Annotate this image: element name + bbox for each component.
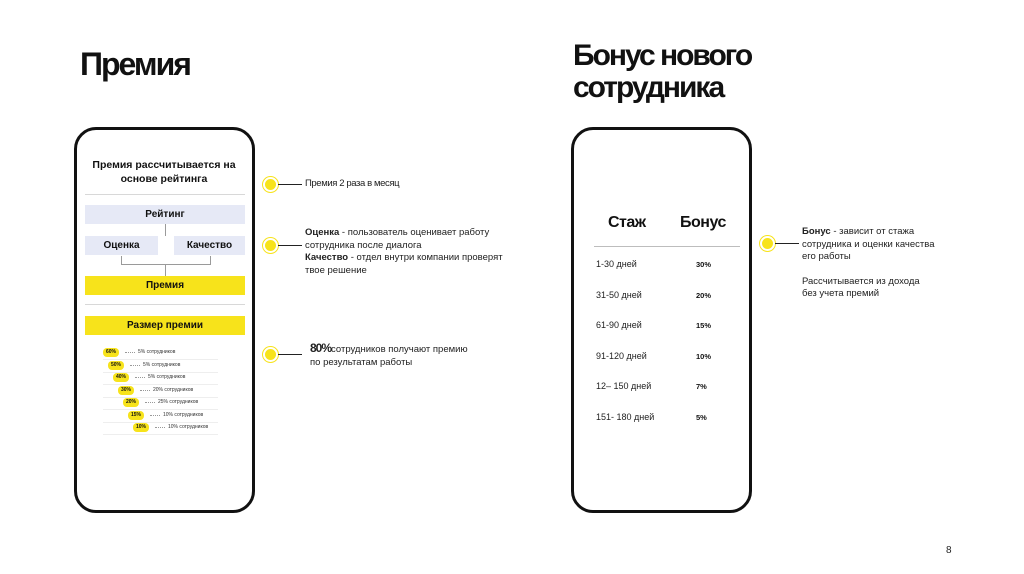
term-ocenka: Оценка	[305, 227, 340, 238]
distribution-label: 25% сотрудников	[158, 399, 199, 405]
divider	[85, 304, 245, 305]
table-cell-stazh: 151- 180 дней	[596, 411, 655, 422]
distribution-row-divider	[103, 434, 218, 435]
connector-line	[278, 354, 302, 355]
connector-line	[775, 243, 799, 244]
distribution-row	[103, 411, 223, 421]
note-frequency: Премия 2 раза в месяц	[305, 178, 400, 189]
term-bonus: Бонус	[802, 226, 831, 237]
connector-line	[278, 184, 302, 185]
term-kachestvo: Качество	[305, 252, 349, 263]
distribution-label: 20% сотрудников	[153, 386, 194, 393]
connector-line	[165, 264, 166, 276]
divider	[85, 194, 245, 195]
distribution-percent-badge: 10%	[133, 423, 149, 432]
table-cell-bonus: 15%	[696, 321, 712, 330]
bullet-dot-icon	[265, 240, 276, 251]
note-bonus-calc: Рассчитывается из дохода без учета премий	[802, 275, 920, 299]
distribution-percent-badge: 30%	[118, 386, 134, 395]
distribution-label: 5% сотрудников	[138, 349, 176, 355]
distribution-row	[103, 361, 223, 371]
percent-highlight: 80%	[310, 341, 332, 355]
note-eighty-percent	[310, 342, 480, 369]
table-cell-stazh: 31-50 дней	[596, 289, 642, 300]
phone-mockup-bonus	[571, 127, 752, 513]
kachestvo-box: Качество	[174, 236, 245, 255]
distribution-row	[103, 423, 223, 433]
note-rating-components	[305, 227, 515, 277]
razmer-box: Размер премии	[85, 316, 245, 335]
distribution-dash	[125, 352, 135, 353]
distribution-percent-badge: 60%	[103, 348, 119, 357]
distribution-row	[103, 386, 223, 396]
distribution-row	[103, 373, 223, 383]
table-cell-stazh: 91-120 дней	[596, 350, 647, 361]
distribution-percent-badge: 50%	[108, 361, 124, 370]
bullet-dot-icon	[762, 238, 773, 249]
connector-bracket	[121, 256, 211, 265]
bullet-dot-icon	[265, 349, 276, 360]
distribution-label: 5% сотрудников	[148, 374, 186, 380]
distribution-dash	[130, 365, 140, 366]
distribution-list	[103, 348, 223, 438]
distribution-dash	[135, 377, 145, 378]
bullet-dot-icon	[265, 179, 276, 190]
distribution-label: 10% сотрудников	[163, 411, 204, 418]
distribution-dash	[150, 415, 160, 416]
premia-box: Премия	[85, 276, 245, 295]
rating-box: Рейтинг	[85, 205, 245, 224]
table-header-stazh: Стаж	[608, 214, 646, 231]
note-bonus	[802, 226, 937, 301]
page-number: 8	[946, 545, 952, 556]
distribution-dash	[140, 390, 150, 391]
section-title-bonus: Бонус нового сотрудника	[573, 39, 752, 104]
distribution-percent-badge: 15%	[128, 411, 144, 420]
table-cell-stazh: 1-30 дней	[596, 259, 637, 269]
table-cell-bonus: 20%	[696, 290, 712, 300]
distribution-dash	[155, 427, 165, 428]
table-cell-bonus: 5%	[696, 412, 707, 422]
table-cell-bonus: 30%	[696, 260, 712, 269]
distribution-dash	[145, 402, 155, 403]
distribution-label: 10% сотрудников	[168, 424, 209, 430]
distribution-percent-badge: 40%	[113, 373, 129, 382]
phone-heading: Премия рассчитывается на основе рейтинга	[92, 159, 236, 185]
table-cell-bonus: 7%	[696, 382, 707, 391]
section-title-premia: Премия	[80, 46, 190, 82]
table-cell-stazh: 12– 150 дней	[596, 381, 652, 391]
distribution-row	[103, 398, 223, 408]
connector-line	[278, 245, 302, 246]
phone-mockup-premia	[74, 127, 255, 513]
table-cell-bonus: 10%	[696, 351, 712, 361]
distribution-label: 5% сотрудников	[143, 361, 181, 368]
desc-bonus: - зависит от стажа сотрудника и оценки качества его работы	[802, 226, 935, 262]
desc-kachestvo: - отдел внутри компании проверят твое решение	[305, 252, 503, 276]
distribution-percent-badge: 20%	[123, 398, 139, 407]
desc-ocenka: - пользователь оценивает работу сотрудника после диалога	[305, 227, 490, 251]
note-eighty-text: сотрудников получают премию по результатам работы	[310, 344, 468, 368]
distribution-row	[103, 348, 223, 358]
ocenka-box: Оценка	[85, 236, 158, 255]
table-header-divider	[594, 246, 740, 247]
connector-line	[165, 224, 166, 236]
table-cell-stazh: 61-90 дней	[596, 320, 642, 330]
table-header-bonus: Бонус	[680, 214, 726, 231]
